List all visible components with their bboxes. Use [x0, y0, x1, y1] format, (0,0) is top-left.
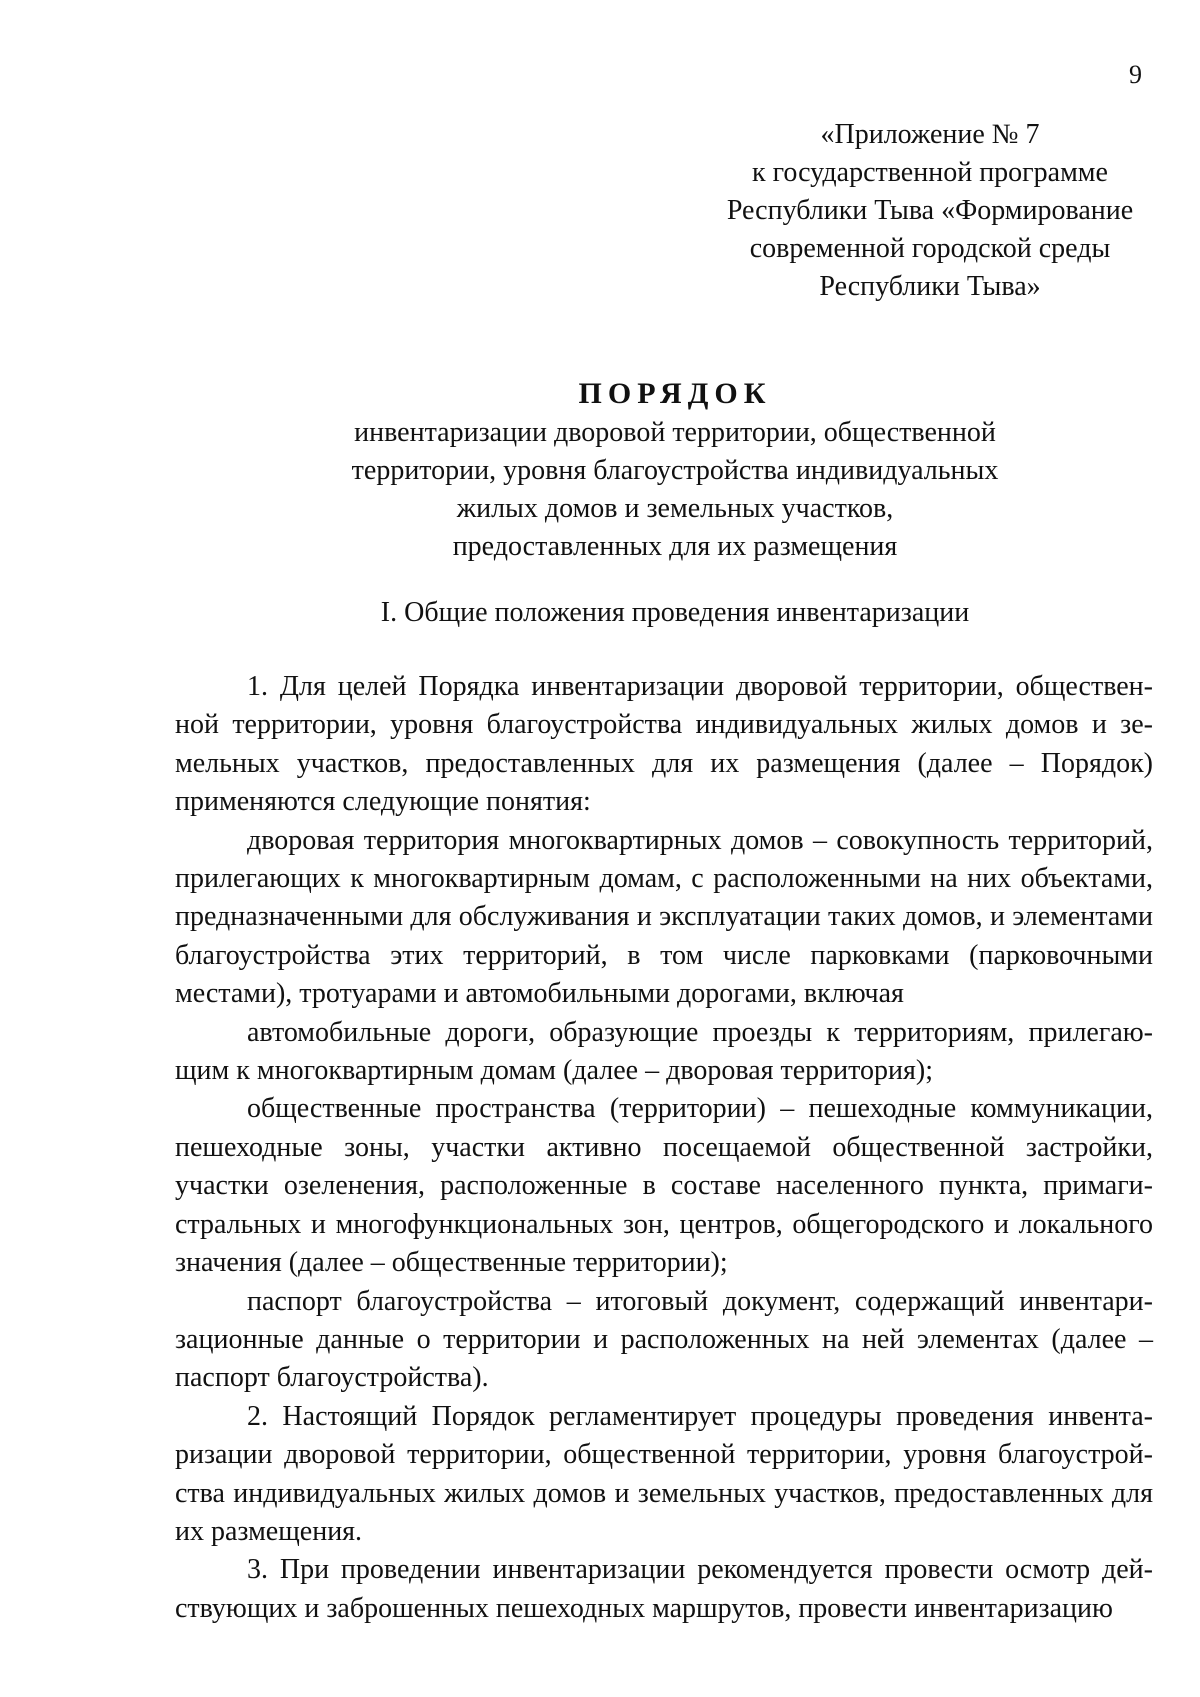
title-block — [175, 374, 1175, 566]
paragraph: 2. Настоящий Порядок регламентирует процедуры проведения инвентаризации дворовой территории, общественной территории, уровня благоустройства индивидуальных жилых домов и земельных участков, предоставленных для их размещения. — [175, 1400, 1153, 1547]
document-subtitle — [175, 414, 1175, 566]
appendix-line: Республики Тыва» — [819, 271, 1041, 302]
paragraph: дворовая территория многоквартирных домов – совокупность территорий, прилегающих к многоквартирным домам, с расположенными на них объектами, предназначенными для обслуживания и эксплуатации таких домов, и элементами благоустройства этих территорий, в том числе парковками (парковочными местами), тротуарами и автомобильными дорогами, включая — [175, 824, 1153, 1010]
page-number: 9 — [1129, 60, 1142, 89]
subtitle-line: территории, уровня благоустройства индивидуальных — [351, 455, 999, 486]
paragraph: 3. При проведении инвентаризации рекомендуется провести осмотр действующих и заброшенных пешеходных маршрутов, провести инвентаризацию — [175, 1554, 1153, 1624]
document-title: ПОРЯДОК — [578, 377, 772, 410]
paragraph: автомобильные дороги, образующие проезды к территориям, прилегающим к многоквартирным домам (далее – дворовая территория); — [175, 1016, 1153, 1087]
subtitle-line: жилых домов и земельных участков, — [456, 493, 894, 524]
appendix-line: «Приложение № 7 — [820, 119, 1040, 150]
appendix-line: современной городской среды — [749, 233, 1111, 264]
paragraph: 1. Для целей Порядка инвентаризации дворовой территории, общественной территории, уровня благоустройства индивидуальных жилых домов и земельных участков, предоставленных для их размещения (далее – Порядок) применяются следующие понятия: — [175, 671, 1153, 818]
subtitle-line: предоставленных для их размещения — [452, 531, 898, 562]
section-heading: I. Общие положения проведения инвентаризации — [380, 597, 970, 628]
appendix-reference — [690, 116, 1170, 306]
paragraph: паспорт благоустройства – итоговый документ, содержащий инвентаризационные данные о территории и расположенных на ней элементах (далее – паспорт благоустройства). — [175, 1285, 1153, 1394]
subtitle-line: инвентаризации дворовой территории, общественной — [354, 417, 996, 448]
appendix-line: Республики Тыва «Формирование — [726, 195, 1134, 226]
paragraph: общественные пространства (территории) – пешеходные коммуникации, пешеходные зоны, участки активно посещаемой общественной застройки, участки озеленения, расположенные в составе населенного пункта, примагистральных и многофункциональных зон, центров, общегородского и локального значения (далее – общественные территории); — [175, 1093, 1153, 1279]
appendix-line: к государственной программе — [752, 157, 1108, 188]
body-text — [175, 668, 1153, 1628]
